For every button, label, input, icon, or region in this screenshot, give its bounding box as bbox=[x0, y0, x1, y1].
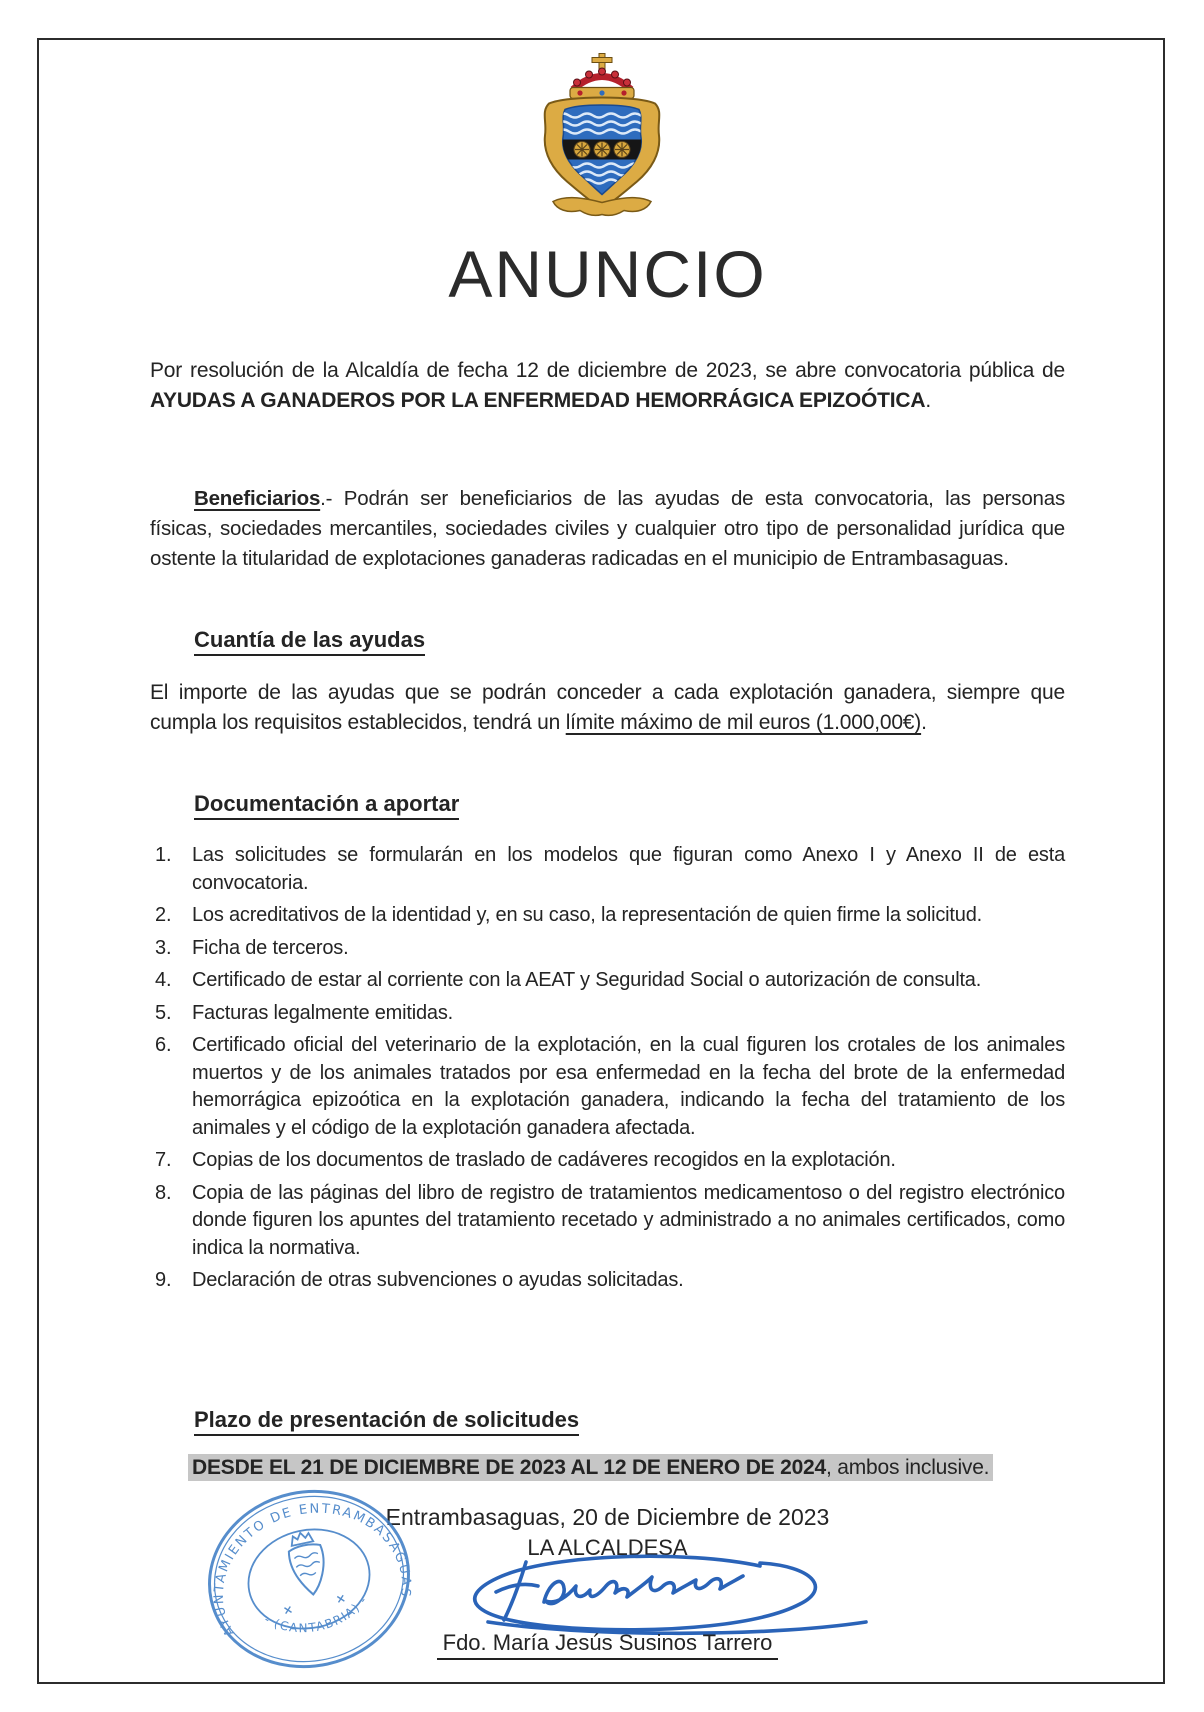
list-item: Declaración de otras subvenciones o ayudas solicitadas. bbox=[192, 1269, 684, 1291]
list-item: Los acreditativos de la identidad y, en su caso, la representación de quien firme la solicitud. bbox=[192, 904, 982, 926]
intro-text: Por resolución de la Alcaldía de fecha 12 de diciembre de 2023, se abre convocatoria pública de bbox=[150, 359, 1065, 382]
section-heading-documentacion: Documentación a aportar bbox=[194, 790, 1065, 818]
intro-paragraph: Por resolución de la Alcaldía de fecha 12 de diciembre de 2023, se abre convocatoria pública de AYUDAS A GANADEROS POR LA ENFERMEDAD HEMORRÁGICA EPIZOÓTICA. bbox=[150, 359, 1065, 412]
signature-scribble-icon bbox=[430, 1546, 900, 1638]
beneficiaries-text: .- Podrán ser beneficiarios de las ayudas de esta convocatoria, las personas físicas, sociedades mercantiles, sociedades civiles y cualquier otro tipo de personalidad jurídica que ostente la titularidad de explotaciones ganaderas radicadas en el municipio de Entrambasaguas. bbox=[150, 487, 1065, 570]
deadline-paragraph bbox=[188, 1452, 1065, 1484]
list-item: Ficha de terceros. bbox=[192, 936, 349, 959]
list-item: Certificado oficial del veterinario de la explotación, en la cual figuren los crotales de los animales muertos y de los animales tratados por esa enfermedad en la fecha del brote de la enfermedad hemorrágica epizoótica en la explotación ganadera, indicando la fecha del tratamiento de los animales y el código de la explotación ganadera afectada. bbox=[192, 1034, 1065, 1139]
list-item: Facturas legalmente emitidas. bbox=[192, 1001, 453, 1024]
list-item: Las solicitudes se formularán en los modelos que figuran como Anexo I y Anexo II de esta convocatoria. bbox=[192, 844, 1065, 894]
amount-paragraph: El importe de las ayudas que se podrán conceder a cada explotación ganadera, siempre que cumpla los requisitos establecidos, tendrá un límite máximo de mil euros (1.000,00€). bbox=[150, 681, 1065, 734]
document-title: ANUNCIO bbox=[448, 237, 767, 311]
amount-underlined-limit: límite máximo de mil euros (1.000,00€) bbox=[565, 711, 922, 734]
svg-text:- (CANTABRIA) - bbox=[260, 1591, 375, 1645]
place-date-line: Entrambasaguas, 20 de Diciembre de 2023 bbox=[385, 1504, 830, 1530]
svg-text:AYUNTAMIENTO DE ENTRAMBASAGUAS bbox=[195, 1483, 417, 1640]
deadline-highlight: DESDE EL 21 DE DICIEMBRE DE 2023 AL 12 DE ENERO DE 2024, ambos inclusive. bbox=[188, 1454, 993, 1481]
list-item: Copias de los documentos de traslado de cadáveres recogidos en la explotación. bbox=[192, 1149, 896, 1171]
stamp-arc-top-text: AYUNTAMIENTO DE ENTRAMBASAGUAS bbox=[211, 1501, 414, 1639]
stamp-arc-bottom-text: - (CANTABRIA) - bbox=[261, 1592, 371, 1636]
intro-bold-subject: AYUDAS A GANADEROS POR LA ENFERMEDAD HEMORRÁGICA EPIZOÓTICA bbox=[150, 389, 926, 412]
signed-by-name: Fdo. María Jesús Susinos Tarrero bbox=[437, 1630, 779, 1660]
beneficiaries-label: Beneficiarios bbox=[194, 487, 321, 510]
section-heading-cuantia: Cuantía de las ayudas bbox=[194, 626, 1065, 654]
signer-role: LA ALCALDESA bbox=[527, 1535, 688, 1560]
required-documents-list bbox=[150, 842, 1065, 1300]
section-heading-plazo: Plazo de presentación de solicitudes bbox=[194, 1406, 1065, 1434]
list-item: Copia de las páginas del libro de registro de tratamientos medicamentoso o del registro electrónico donde figuren los apuntes del tratamiento recetado y administrado a no animales certificados, como indica la normativa. bbox=[192, 1181, 1065, 1259]
municipal-coat-of-arms-icon bbox=[527, 50, 677, 218]
deadline-dates-bold: DESDE EL 21 DE DICIEMBRE DE 2023 AL 12 DE ENERO DE 2024 bbox=[192, 1456, 827, 1479]
list-item: Certificado de estar al corriente con la AEAT y Seguridad Social o autorización de consulta. bbox=[192, 969, 982, 991]
beneficiaries-paragraph bbox=[150, 484, 1065, 574]
